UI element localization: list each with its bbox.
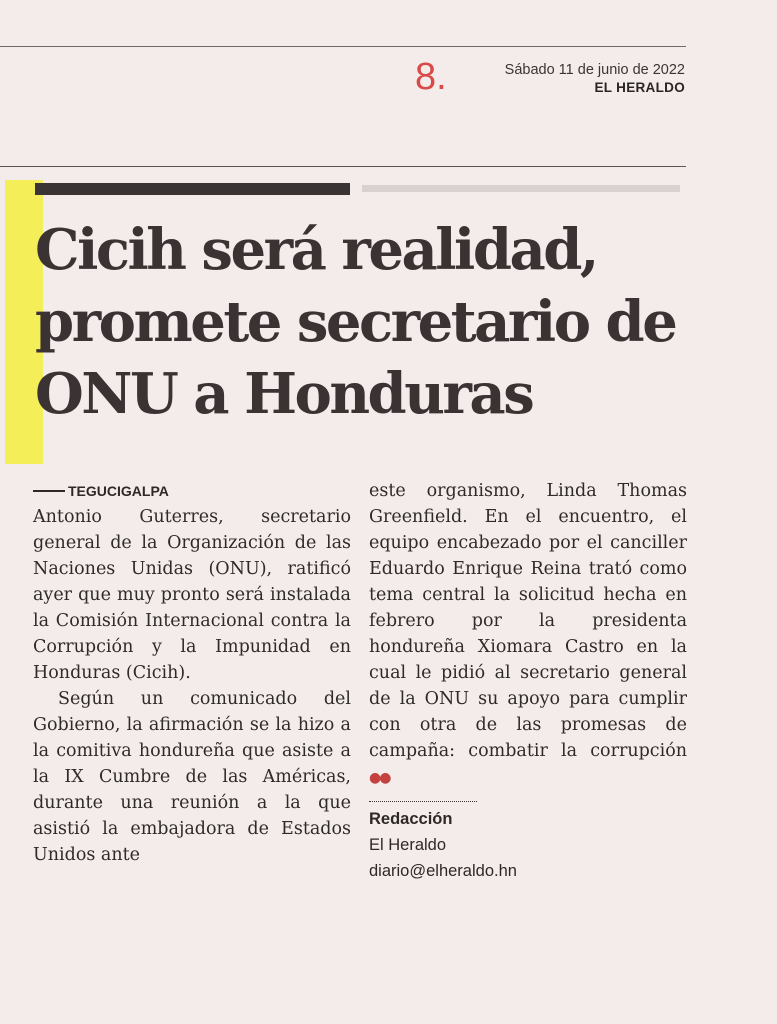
paragraph-1: Antonio Guterres, secretario general de la Organización de las Naciones Unidas (ONU), ratificó ayer que muy pronto será instalada la Comisión Internacional contra la Corrupción y la Impunidad en Honduras (Cicih). (33, 507, 351, 683)
dateline (33, 478, 351, 504)
signature-outlet: El Heraldo (369, 836, 447, 854)
section-rule (0, 166, 686, 167)
signature-rule (369, 801, 477, 802)
paragraph-3-text: este organismo, Linda Thomas Greenfield. En el encuentro, el equipo encabezado por el canciller Eduardo Enrique Reina trató como tema central la solicitud hecha en febrero por la presidenta hondureña Xiomara Castro en la cual le pidió al secretario general de la ONU su apoyo para cumplir con otra de las promesas de campaña: combatir la corrupción (369, 481, 687, 761)
end-mark-icon: ●● (369, 770, 390, 786)
signature-author: Redacción (369, 810, 453, 828)
signature-email[interactable]: diario@elheraldo.hn (369, 862, 517, 880)
page-number: 8. (415, 56, 447, 98)
article-column-right (369, 478, 687, 884)
headline-bar (35, 183, 350, 195)
dateline-text: TEGUCIGALPA (68, 483, 169, 499)
bleed-through-bar (362, 185, 680, 192)
newspaper-name: EL HERALDO (594, 80, 685, 95)
issue-date: Sábado 11 de junio de 2022 (504, 62, 685, 78)
dateline-dash (33, 490, 65, 492)
masthead (505, 62, 685, 96)
article-column-left (33, 478, 351, 868)
headline: Cicih será realidad, promete secretario de ONU a Honduras (35, 217, 676, 427)
top-rule (0, 46, 686, 47)
paragraph-2: Según un comunicado del Gobierno, la afirmación se la hizo a la comitiva hondureña que asiste a la IX Cumbre de las Américas, durante una reunión a la que asistió la embajadora de Estados Unidos ante (33, 689, 351, 865)
paragraph-3 (369, 478, 687, 791)
